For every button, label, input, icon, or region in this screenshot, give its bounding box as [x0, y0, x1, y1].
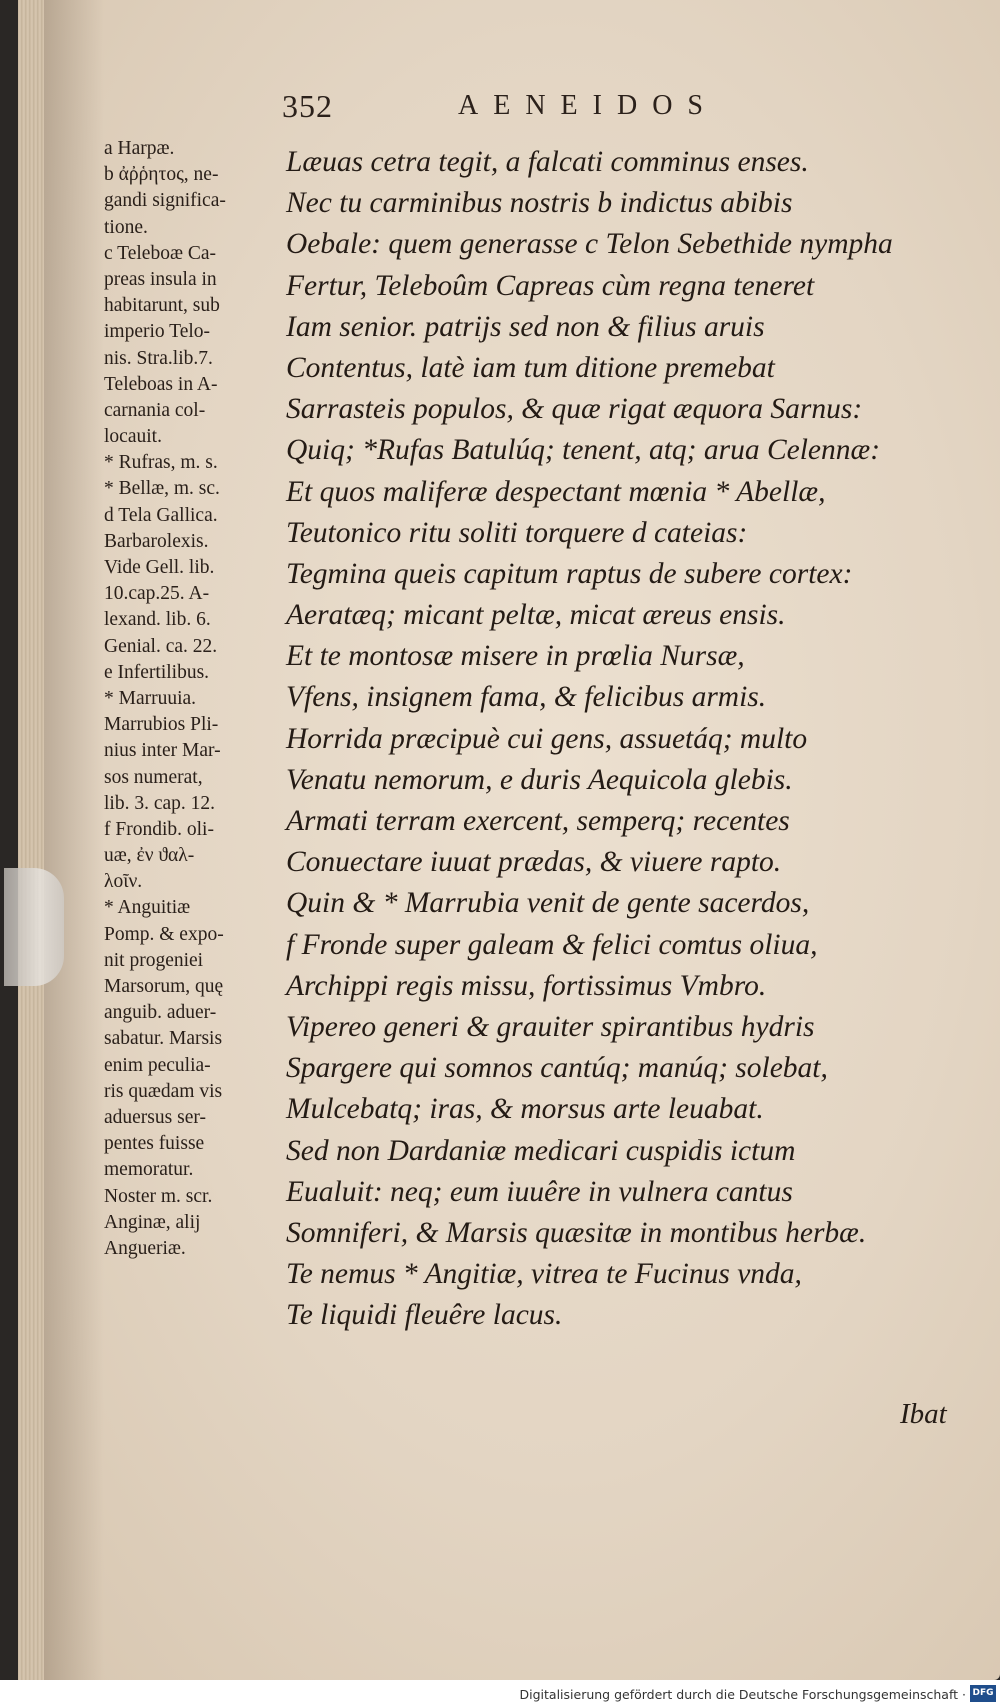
marginal-note-line: tione. — [104, 216, 148, 238]
verse-line: Quiq; *Rufas Batulúq; tenent, atq; arua Celennæ: — [286, 434, 881, 467]
verse-line: Læuas cetra tegit, a falcati comminus enses. — [286, 146, 809, 178]
verse-line: Armati terram exercent, semperq; recentes — [286, 805, 790, 837]
marginal-note-line: pentes fuisse — [104, 1133, 205, 1155]
verse-line: Aeratæq; micant peltæ, micat æreus ensis. — [286, 599, 786, 632]
marginal-note-line: nius inter Mar- — [104, 740, 221, 762]
verse-line: Et quos maliferæ despectant mœnia * Abellæ, — [286, 475, 826, 508]
verse-line: Teutonico ritu soliti torquere d cateias: — [286, 516, 748, 549]
verse-line: Et te montosæ misere in prœlia Nursæ, — [286, 640, 745, 673]
verse-line: Eualuit: neq; eum iuuêre in vulnera cantus — [286, 1175, 793, 1208]
verse-line: Contentus, latè iam tum ditione premebat — [286, 351, 775, 384]
marginal-note-line: lexand. lib. 6. — [104, 609, 211, 631]
verse-line: Quin & * Marrubia venit de gente sacerdos, — [286, 887, 810, 920]
dfg-logo: DFG — [970, 1685, 996, 1702]
verse-line: Mulcebatq; iras, & morsus arte leuabat. — [286, 1093, 764, 1126]
verse-line: Conuectare iuuat prædas, & viuere rapto. — [286, 846, 782, 879]
verse-line: Te nemus * Angitiæ, vitrea te Fucinus vnda, — [286, 1258, 802, 1291]
verse-line: Horrida præcipuè cui gens, assuetáq; multo — [286, 722, 808, 755]
marginal-note-line: * Anguitiæ — [104, 897, 191, 919]
marginal-note-line: locauit. — [104, 426, 162, 448]
marginal-note-line: ris quædam vis — [104, 1080, 223, 1102]
marginal-note-line: e Infertilibus. — [104, 661, 210, 683]
verse-text — [286, 142, 966, 1336]
marginal-note-line: nis. Stra.lib.7. — [104, 347, 213, 369]
marginal-note-line: b ἀῤῥητος, ne- — [104, 164, 219, 186]
digitization-footer — [0, 1680, 1000, 1708]
marginal-note-line: Noster m. scr. — [104, 1185, 213, 1207]
marginal-note-line: Barbarolexis. — [104, 530, 209, 552]
marginal-note-line: sabatur. Marsis — [104, 1028, 223, 1050]
marginal-note-line: Vide Gell. lib. — [104, 557, 215, 578]
marginal-note-line: a Harpæ. — [104, 138, 175, 159]
verse-line: Spargere qui somnos cantúq; manúq; solebat, — [286, 1052, 828, 1085]
marginal-note-line: carnania col- — [104, 399, 206, 421]
verse-line: f Fronde super galeam & felici comtus oliua, — [286, 928, 818, 961]
marginal-note-line: λοῖν. — [104, 871, 143, 893]
marginal-note-line: sos numerat, — [104, 766, 203, 788]
marginal-note-line: anguib. aduer- — [104, 1002, 217, 1024]
marginal-note-line: c Teleboæ Ca- — [104, 242, 216, 264]
marginal-note-line: uæ, ἐν ϑαλ- — [104, 845, 195, 867]
page-clip — [4, 868, 64, 986]
verse-line: Sed non Dardaniæ medicari cuspidis ictum — [286, 1134, 796, 1167]
marginal-note-line: enim peculia- — [104, 1054, 211, 1076]
marginal-note-line: * Bellæ, m. sc. — [104, 478, 220, 500]
verse-line: Iam senior. patrijs sed non & filius aruis — [286, 310, 765, 343]
marginal-notes — [104, 136, 288, 1262]
marginal-note-line: imperio Telo- — [104, 321, 211, 343]
verse-line: Venatu nemorum, e duris Aequicola glebis. — [286, 763, 793, 796]
marginal-note-line: lib. 3. cap. 12. — [104, 792, 216, 814]
marginal-note-line: f Frondib. oli- — [104, 818, 214, 840]
marginal-note-line: habitarunt, sub — [104, 295, 220, 317]
page-number: 352 — [282, 88, 333, 124]
marginal-note-line: gandi significa- — [104, 190, 226, 212]
marginal-note-line: preas insula in — [104, 268, 217, 290]
verse-line: Somniferi, & Marsis quæsitæ in montibus herbæ. — [286, 1216, 867, 1249]
running-head: AENEIDOS — [458, 90, 718, 121]
marginal-note-line: * Marruuia. — [104, 687, 197, 709]
page-edges — [18, 0, 44, 1680]
marginal-note-line: aduersus ser- — [104, 1106, 206, 1128]
marginal-note-line: Angueriæ. — [104, 1237, 186, 1259]
verse-line: Tegmina queis capitum raptus de subere cortex: — [286, 557, 853, 590]
marginal-note-line: Marrubios Pli- — [104, 714, 219, 736]
marginal-note-line: Pomp. & expo- — [104, 923, 224, 945]
verse-line: Vfens, insignem fama, & felicibus armis. — [286, 681, 767, 714]
marginal-note-line: Teleboas in A- — [104, 373, 218, 395]
verse-line: Te liquidi fleuêre lacus. — [286, 1299, 563, 1332]
marginal-note-line: 10.cap.25. A- — [104, 583, 210, 605]
gutter-shadow — [44, 0, 104, 1680]
verse-line: Oebale: quem generasse c Telon Sebethide nympha — [286, 228, 893, 261]
catchword: Ibat — [900, 1398, 947, 1430]
marginal-note-line: Anginæ, alij — [104, 1211, 201, 1233]
marginal-note-line: Marsorum, quę — [104, 976, 224, 997]
verse-line: Vipereo generi & grauiter spirantibus hydris — [286, 1010, 815, 1043]
marginal-note-line: nit progeniei — [104, 949, 204, 971]
verse-line: Nec tu carminibus nostris b indictus abibis — [286, 187, 793, 220]
marginal-note-line: d Tela Gallica. — [104, 504, 218, 526]
marginal-note-line: * Rufras, m. s. — [104, 452, 218, 474]
marginal-note-line: memoratur. — [104, 1159, 194, 1181]
footer-credit: Digitalisierung gefördert durch die Deutsche Forschungsgemeinschaft · — [519, 1687, 966, 1702]
page-header — [282, 88, 822, 128]
marginal-note-line: Genial. ca. 22. — [104, 635, 218, 657]
verse-line: Archippi regis missu, fortissimus Vmbro. — [286, 969, 767, 1002]
verse-line: Fertur, Teleboûm Capreas cùm regna teneret — [286, 269, 815, 302]
verse-line: Sarrasteis populos, & quæ rigat æquora Sarnus: — [286, 393, 863, 426]
